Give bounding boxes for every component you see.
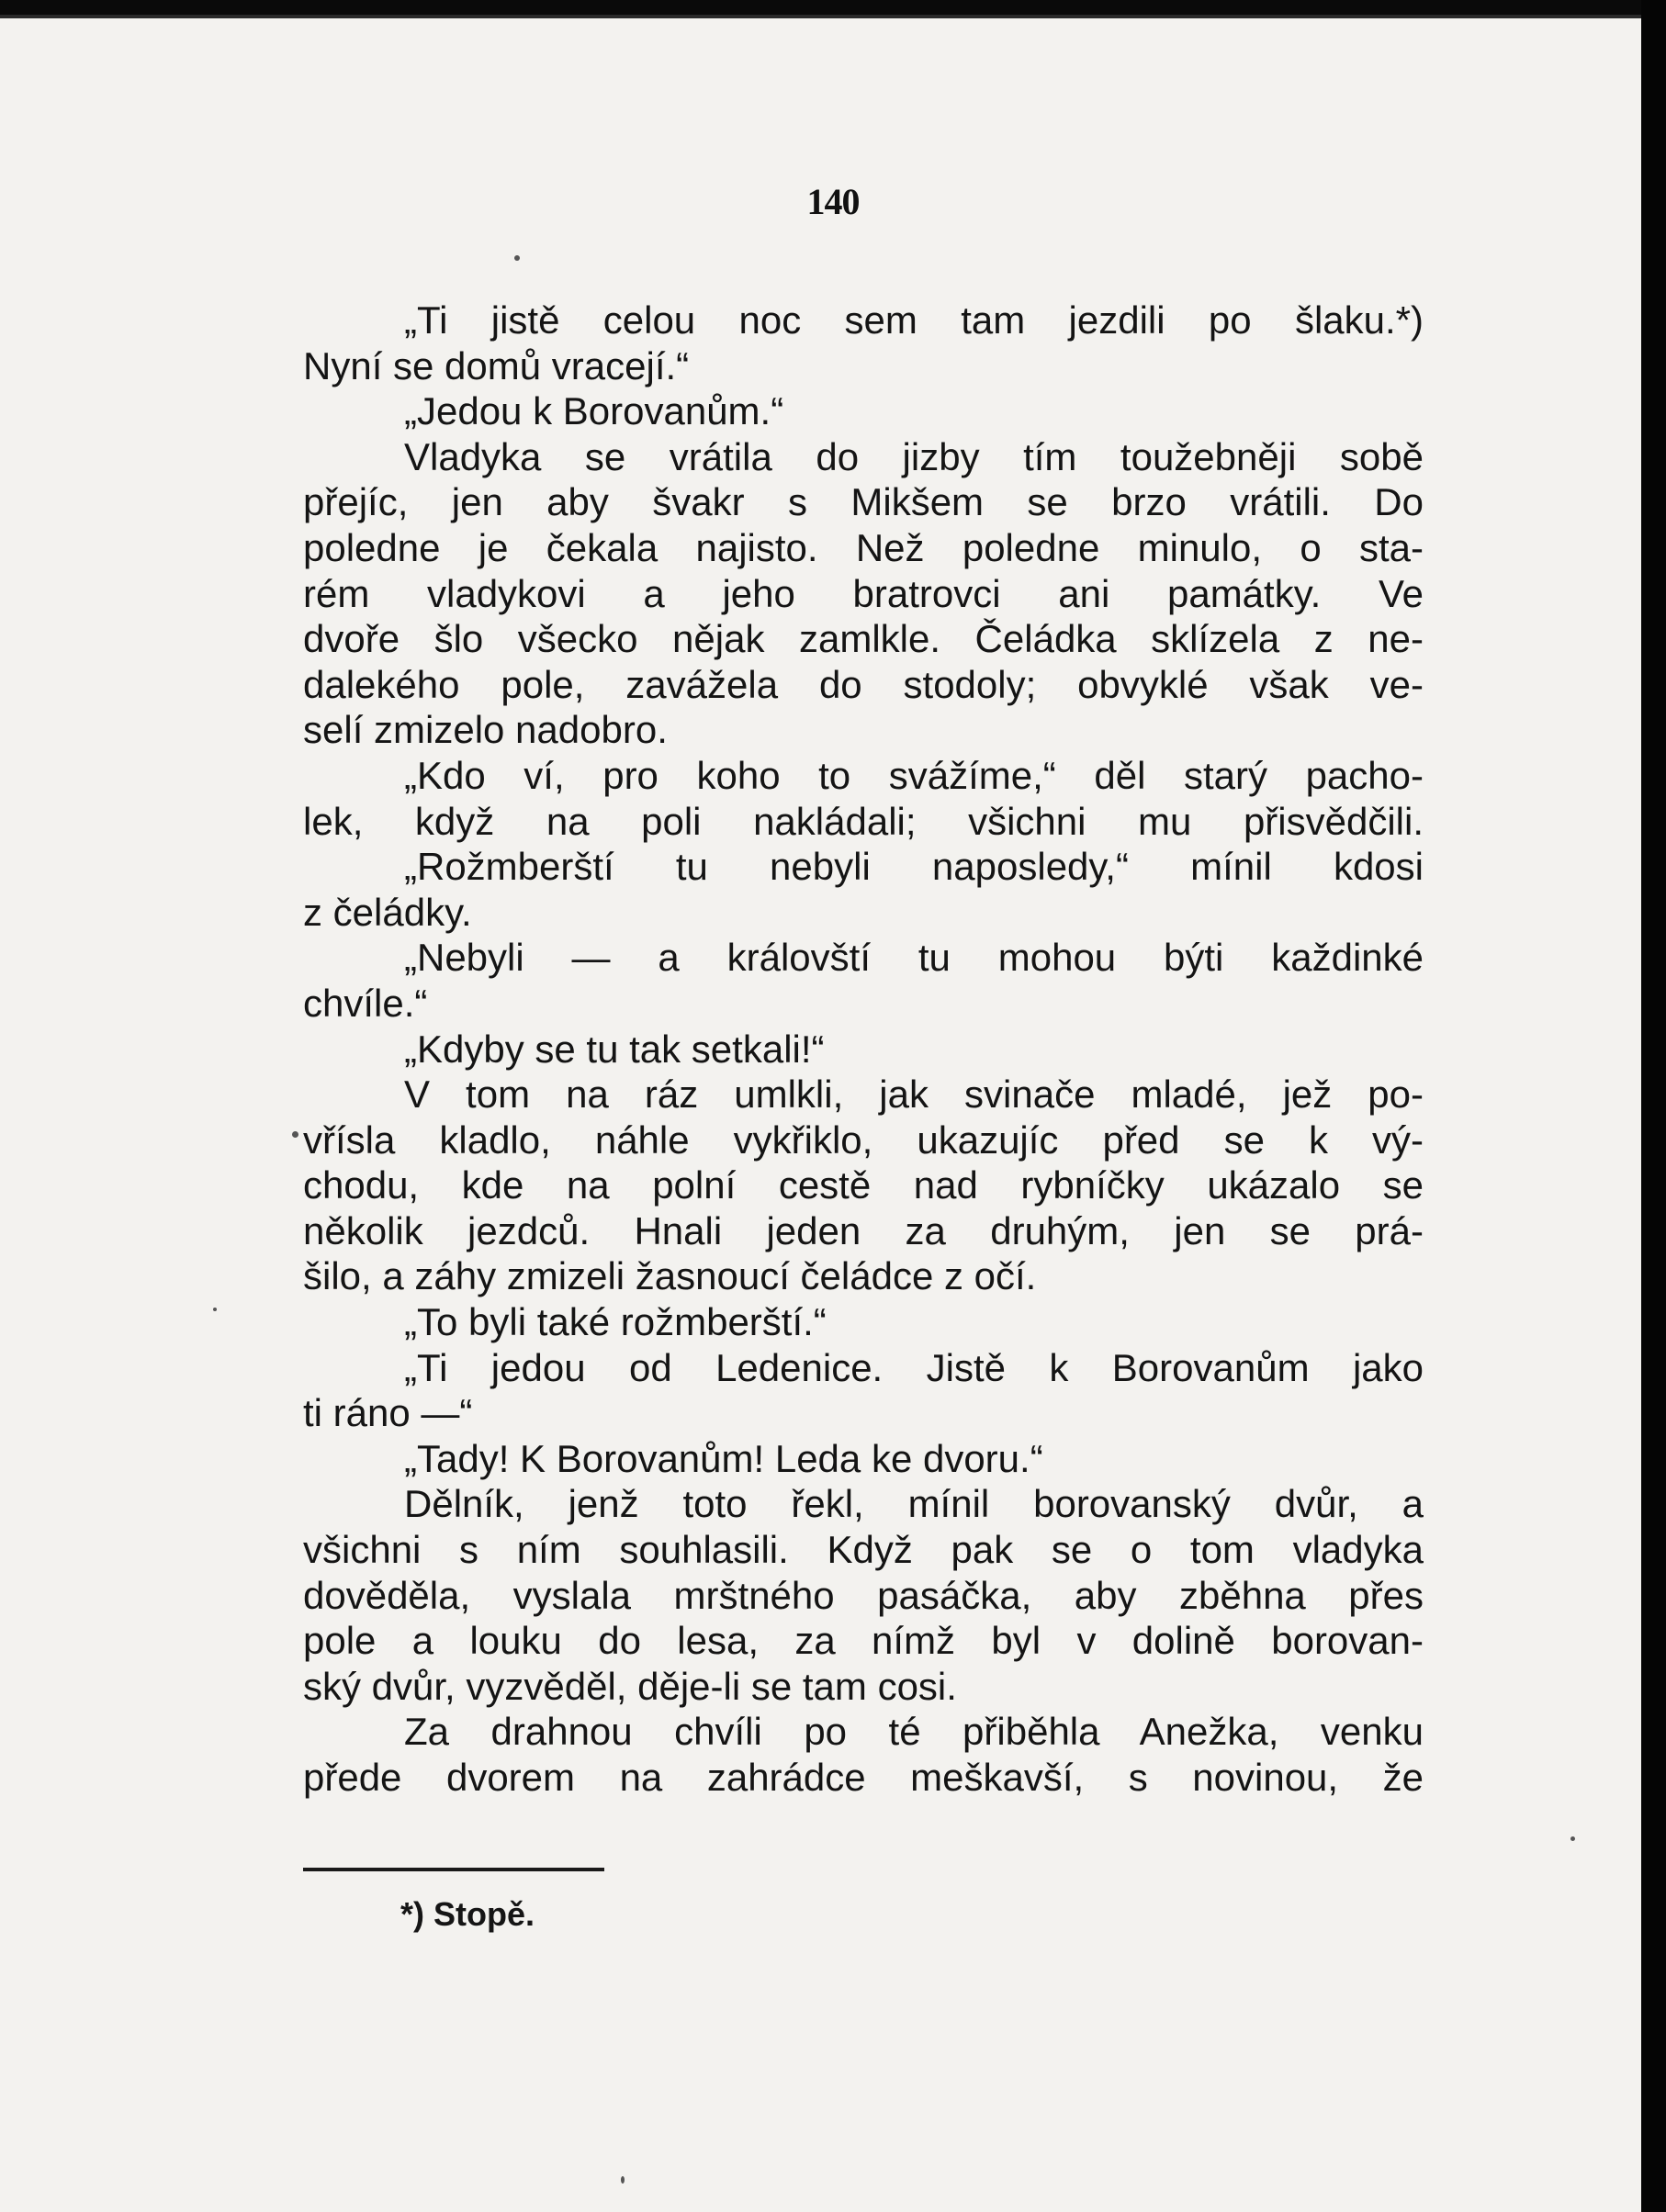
text-line: „Ti jistě celou noc sem tam jezdili po šlaku.*)	[404, 298, 1424, 342]
text-line: „Ti jedou od Ledenice. Jistě k Borovanům jako	[404, 1345, 1424, 1389]
text-line: poledne je čekala najisto. Než poledne minulo, o sta-	[303, 525, 1424, 569]
scan-speck	[514, 255, 520, 261]
text-line: pole a louku do lesa, za nímž byl v dolině borovan-	[303, 1619, 1424, 1663]
text-line: „Nebyli — a královští tu mohou býti každinké	[404, 936, 1424, 980]
text-line: „Jedou k Borovanům.“	[404, 389, 784, 433]
page-number: 140	[806, 181, 860, 222]
text-line: Vladyka se vrátila do jizby tím toužebněji sobě	[404, 434, 1424, 478]
text-line: „Tady! K Borovanům! Leda ke dvoru.“	[404, 1436, 1043, 1480]
text-line: Nyní se domů vracejí.“	[303, 343, 690, 387]
text-line: Dělník, jenž toto řekl, mínil borovanský dvůr, a	[404, 1482, 1424, 1526]
scan-border-top	[0, 0, 1666, 15]
text-line: „To byli také rožmberští.“	[404, 1300, 827, 1344]
text-line: všichni s ním souhlasili. Když pak se o tom vladyka	[303, 1528, 1424, 1572]
text-line: vřísla kladlo, náhle vykřiklo, ukazujíc před se k vý-	[303, 1117, 1424, 1162]
text-line: šilo, a záhy zmizeli žasnoucí čeládce z očí.	[303, 1254, 1037, 1298]
footnote: *) Stopě.	[400, 1895, 535, 1933]
text-line: přede dvorem na zahrádce meškavší, s novinou, že	[303, 1756, 1424, 1799]
text-line: selí zmizelo nadobro.	[303, 708, 668, 752]
text-line: chodu, kde na polní cestě nad rybníčky ukázalo se	[303, 1163, 1424, 1207]
text-line: dalekého pole, zavážela do stodoly; obvyklé však ve-	[303, 662, 1424, 706]
text-line: dověděla, vyslala mrštného pasáčka, aby zběhna přes	[303, 1573, 1424, 1617]
text-line: přejíc, jen aby švakr s Mikšem se brzo vrátili. Do	[303, 480, 1424, 524]
text-line: lek, když na poli nakládali; všichni mu přisvědčili.	[303, 799, 1424, 843]
text-line: několik jezdců. Hnali jeden za druhým, jen se prá-	[303, 1208, 1424, 1252]
scan-border-right	[1641, 0, 1666, 2212]
text-line: „Rožmberští tu nebyli naposledy,“ mínil kdosi	[404, 845, 1424, 889]
text-line: V tom na ráz umlkli, jak svinače mladé, jež po-	[404, 1072, 1424, 1117]
text-line: ti ráno —“	[303, 1391, 473, 1435]
scan-speck	[1570, 1836, 1575, 1841]
scan-speck	[621, 2176, 625, 2184]
footnote-divider	[303, 1868, 604, 1871]
text-line: rém vladykovi a jeho bratrovci ani památky. Ve	[303, 571, 1424, 615]
text-line: „Kdo ví, pro koho to svážíme,“ děl starý pacho-	[404, 753, 1424, 797]
scan-edge-line	[0, 15, 1641, 18]
text-line: dvoře šlo všecko nějak zamlkle. Čeládka sklízela z ne-	[303, 617, 1424, 661]
text-line: ský dvůr, vyzvěděl, děje-li se tam cosi.	[303, 1664, 957, 1708]
text-line: z čeládky.	[303, 890, 472, 934]
text-line: „Kdyby se tu tak setkali!“	[404, 1027, 825, 1071]
text-line: Za drahnou chvíli po té přiběhla Anežka, venku	[404, 1710, 1424, 1754]
body-text	[303, 298, 1424, 1801]
scan-speck	[213, 1308, 217, 1311]
text-line: chvíle.“	[303, 981, 428, 1025]
scan-speck	[292, 1131, 298, 1138]
